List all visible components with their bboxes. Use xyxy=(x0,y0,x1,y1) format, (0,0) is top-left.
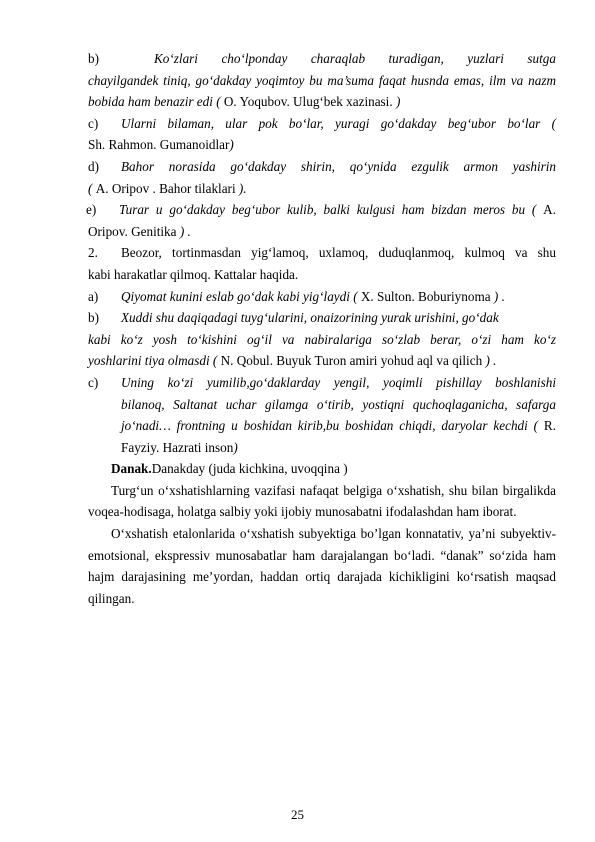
danak-definition: Danak.Danakday (juda kichkina, uvoqqina ) xyxy=(111,461,348,477)
example-d: d) Bahor norasida go‘dakday shirin, qo‘ynida ezgulik armon yashirin xyxy=(88,158,556,174)
example-c: c) Ularni bilaman, ular pok bo‘lar, yuragi go‘dakday beg‘ubor bo‘lar ( xyxy=(88,115,556,131)
page-number: 25 xyxy=(291,807,304,822)
example-b2: b) Xuddi shu daqiqadagi tuyg‘ularini, onaizorining yurak urishini, go‘dak xyxy=(88,310,499,326)
source-citation: X. Sulton. Boburiynoma xyxy=(360,288,494,304)
example-b-rest: chayilgandek tiniq, go‘dakday yoqimtoy bu ma’suma faqat husnda emas, ilm va nazm bobida ham benazir edi ( O. Yoqubov. Ulug‘bek xazinasi. ) xyxy=(88,72,556,110)
source-citation: A. Oripov . Bahor tilaklari xyxy=(95,180,239,196)
paragraph-1: Turg‘un o‘xshatishlarning vazifasi nafaqat belgiga o‘xshatish, shu bilan birgalikda voqea-hodisaga, holatga salbiy yoki ijobiy munosabatni ifodalashdan ham iborat. xyxy=(88,482,556,520)
example-e: e) Turar u go‘dakday beg‘ubor kulib, balki kulgusi ham bizdan meros bu ( A. xyxy=(86,202,556,218)
example-a2: a) Qiyomat kunini eslab go‘dak kabi yig‘laydi ( X. Sulton. Boburiynoma ) . xyxy=(88,288,505,304)
section-2-heading: 2. Beozor, tortinmasdan yig‘lamoq, uxlamoq, duduqlanmoq, kulmoq va shu xyxy=(88,245,556,261)
source-citation: Oripov. Genitika xyxy=(88,223,180,239)
example-b-line1: b) Ko‘zlari cho‘lponday charaqlab turadigan, yuzlari sutga xyxy=(88,48,556,70)
list-marker: b) xyxy=(88,51,99,66)
example-c2: c) Uning ko‘zi yumilib,go‘daklarday yengil, yoqimli pishillay boshlanishi xyxy=(88,374,556,390)
paragraph-2: O‘xshatish etalonlarida o‘xshatish subyektiga bo’lgan konnatativ, ya’ni subyektiv-emotsional, ekspressiv munosabatlar ham darajalangan bo‘ladi. “danak” so‘zida ham hajm darajasining me’yordan, haddan ortiq darajada kichikligini ko‘rsatish maqsad qilingan. xyxy=(88,526,556,606)
source-citation: Sh. Rahmon. Gumanoidlar xyxy=(88,137,230,153)
source-citation: Fayziy. Hazrati inson xyxy=(121,439,234,455)
term: Danak. xyxy=(111,461,152,477)
source-citation: N. Qobul. Buyuk Turon amiri yohud aql va qilich xyxy=(220,353,486,369)
document-body: b) Ko‘zlari cho‘lponday charaqlab turadigan, yuzlari sutga chayilgandek tiniq, go‘dakday yoqimtoy bu ma’suma faqat husnda emas, ilm va nazm bobida ham benazir edi ( O. Yoqubov. Ulug‘bek xazinasi. ) c) Ularni bilaman, ular pok bo‘lar, yuragi go‘dakday beg‘ubor bo‘lar ( Sh. Rahmon. Gumanoidlar) d) Bahor norasida go‘dakday shirin, qo‘ynida ezgulik armon yashirin ( A. Oripov . Bahor tilaklari ). e) Turar u go‘dakday beg‘ubor kulib, balki kulgusi ham bizdan meros bu ( A. Oripov. Genitika ) . 2. Beozor, tortinmasdan yig‘lamoq, uxlamoq, duduqlanmoq, kulmoq va shu kabi harakatlar qilmoq. Kattalar haqida. a) Qiyomat kunini eslab go‘dak kabi yig‘laydi ( X. Sulton. Boburiynoma ) . b) Xuddi shu daqiqadagi tuyg‘ularini, onaizorining yurak urishini, go‘dak kabi ko‘z yosh to‘kishini og‘il va nabiralariga so‘zlab berar, o‘zi ham ko‘z yoshlarini tiya olmasdi ( N. Qobul. Buyuk Turon amiri yohud aql va qilich ) . c) Uning ko‘zi yumilib,go‘daklarday yengil, yoqimli pishillay boshlanishi bilanoq, Saltanat uchar gilamga o‘tirib, yostiqni quchoqlaganicha, safarga jo‘nadi… frontning u boshidan kirib,bu boshidan chiqdi, daryolar kechdi ( R. Fayziy. Hazrati inson) Danak.Danakday (juda kichkina, uvoqqina ) Turg‘un o‘xshatishlarning vazifasi nafaqat belgiga o‘xshatish, shu bilan birgalikda voqea-hodisaga, holatga salbiy yoki ijobiy munosabatni ifodalashdan ham iborat. O‘xshatish etalonlarida o‘xshatish subyektiga bo’lgan konnatativ, ya’ni subyektiv-emotsional, ekspressiv munosabatlar ham darajalangan bo‘ladi. “danak” so‘zida ham hajm darajasining me’yordan, haddan ortiq darajada kichikligini ko‘rsatish maqsad qilingan. xyxy=(88,48,556,609)
source-citation: O. Yoqubov. Ulug‘bek xazinasi. xyxy=(220,94,396,110)
